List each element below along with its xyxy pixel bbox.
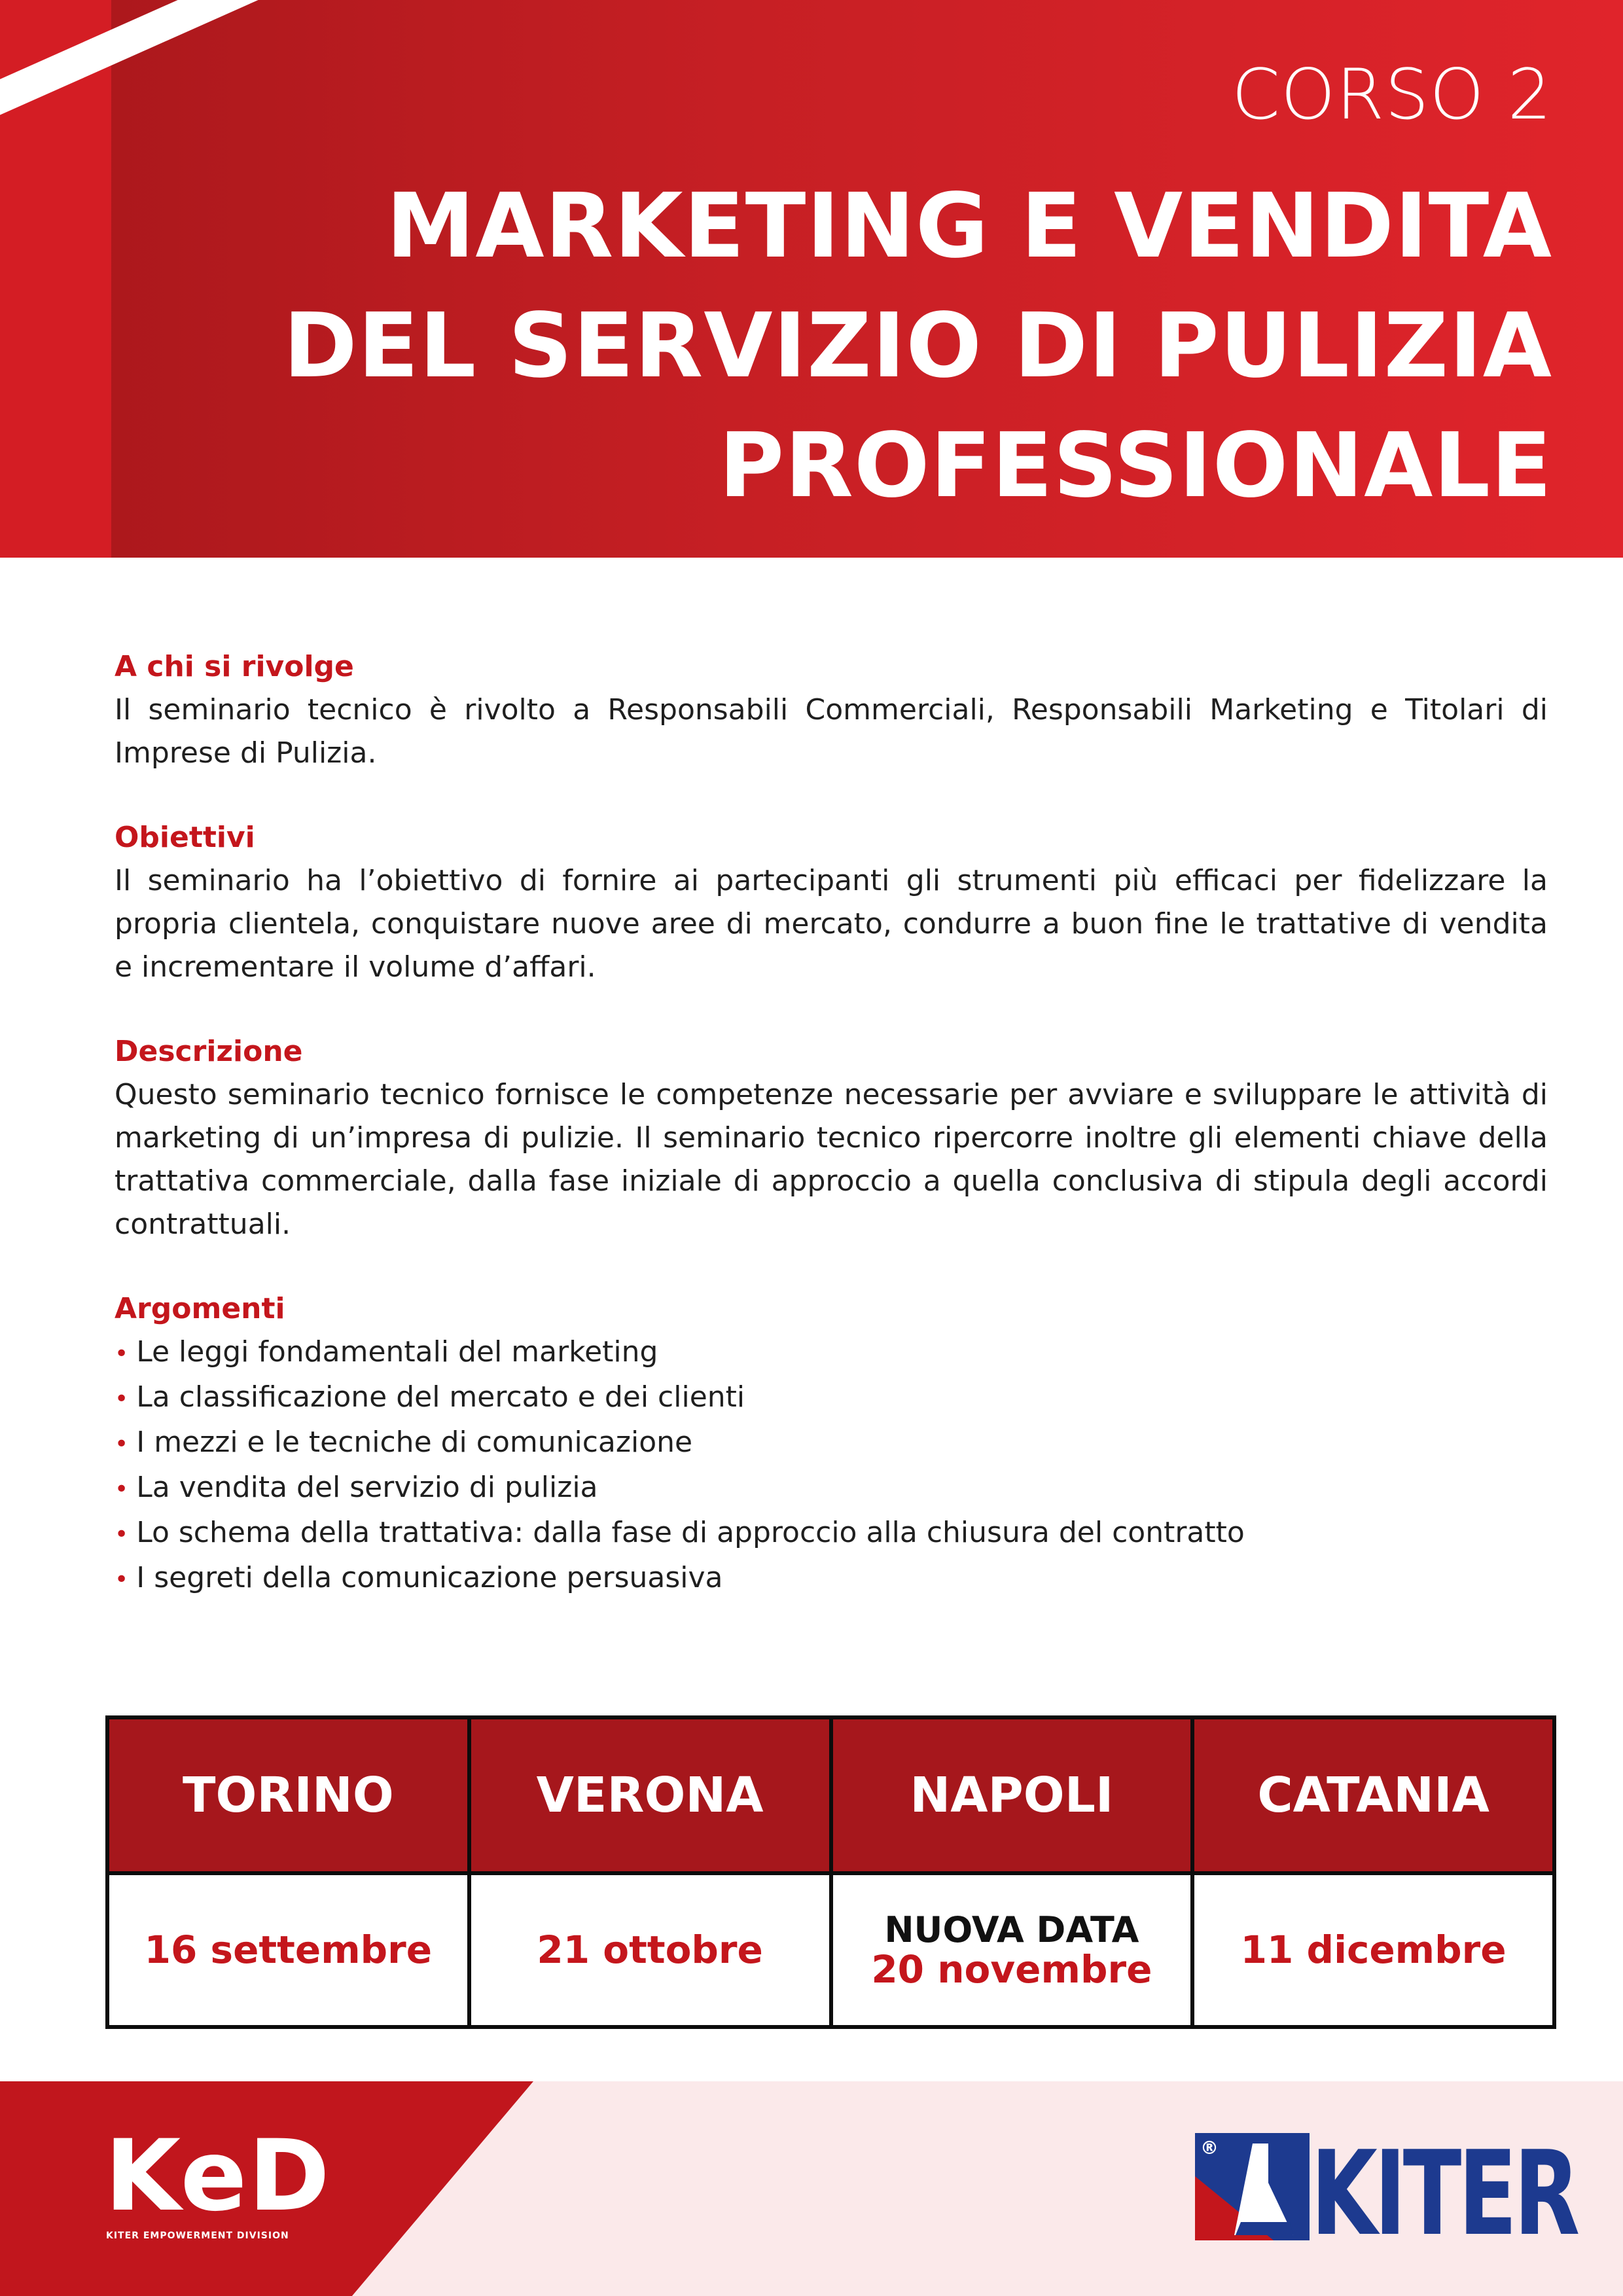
kiter-wordmark: KITER (1311, 2126, 1577, 2261)
topic-text: I mezzi e le tecniche di comunicazione (136, 1426, 693, 1459)
list-item (115, 1556, 1548, 1602)
kiter-flask-icon (1195, 2130, 1310, 2243)
date-verona: 21 ottobre (469, 1873, 831, 2028)
course-label: CORSO 2 (1232, 54, 1552, 135)
bullet-icon: • (115, 1431, 129, 1458)
list-item (115, 1421, 1548, 1466)
section-text-goals: Il seminario ha l’obiettivo di fornire ai partecipanti gli strumenti più efficaci per fidelizzare la propria clientela, conquistare nuove aree di mercato, condurre a buon fine le trattative di vendita e incrementare il volume d’affari. (115, 864, 1548, 984)
date-napoli: 20 novembre (871, 1947, 1152, 1992)
bullet-icon: • (115, 1566, 129, 1593)
bullet-icon: • (115, 1340, 129, 1367)
topic-text: La vendita del servizio di pulizia (136, 1471, 598, 1504)
registered-mark: ® (1200, 2137, 1219, 2159)
city-torino: TORINO (107, 1717, 469, 1873)
list-item (115, 1331, 1548, 1376)
date-catania: 11 dicembre (1192, 1873, 1554, 2028)
topic-text: Lo schema della trattativa: dalla fase di approccio alla chiusura del contratto (136, 1516, 1245, 1549)
list-item (115, 1376, 1548, 1421)
city-napoli: NAPOLI (831, 1717, 1193, 1873)
course-title-line-2: DEL SERVIZIO DI PULIZIA (283, 295, 1552, 398)
city-catania: CATANIA (1192, 1717, 1554, 1873)
list-item (115, 1466, 1548, 1511)
course-title (80, 167, 1552, 526)
bullet-icon: • (115, 1521, 129, 1548)
list-item (115, 1511, 1548, 1556)
date-torino: 16 settembre (107, 1873, 469, 2028)
bullet-icon: • (115, 1476, 129, 1503)
topic-text: Le leggi fondamentali del marketing (136, 1335, 658, 1369)
kiter-logo (1195, 2126, 1623, 2261)
ked-logo-subtitle: KITER EMPOWERMENT DIVISION (106, 2231, 289, 2241)
ked-logo: KeD (105, 2119, 331, 2233)
bullet-icon: • (115, 1386, 129, 1412)
schedule-table (105, 1715, 1556, 2029)
table-row-cities (107, 1717, 1554, 1873)
section-heading-goals: Obiettivi (115, 821, 255, 854)
topic-text: I segreti della comunicazione persuasiva (136, 1561, 723, 1594)
header-banner (0, 0, 1623, 558)
section-heading-topics: Argomenti (115, 1292, 285, 1325)
topic-text: La classificazione del mercato e dei clienti (136, 1380, 745, 1414)
section-goals (115, 816, 1548, 989)
section-heading-audience: A chi si rivolge (115, 650, 354, 683)
section-text-audience: Il seminario tecnico è rivolto a Responsabili Commerciali, Responsabili Marketing e Titolari di Imprese di Pulizia. (115, 693, 1548, 770)
new-date-note: NUOVA DATA (884, 1909, 1139, 1951)
course-title-line-3: PROFESSIONALE (719, 414, 1552, 518)
section-text-description: Questo seminario tecnico fornisce le competenze necessarie per avviare e sviluppare le attività di marketing di un’impresa di pulizie. Il seminario tecnico ripercorre inoltre gli elementi chiave della trattativa commerciale, dalla fase iniziale di approccio a quella conclusiva di stipula degli accordi contrattuali. (115, 1078, 1548, 1241)
course-title-line-1: MARKETING E VENDITA (386, 175, 1552, 278)
date-cell-napoli (831, 1873, 1193, 2028)
course-description (115, 645, 1548, 1643)
section-heading-description: Descrizione (115, 1035, 303, 1068)
section-audience (115, 645, 1548, 775)
topic-list (115, 1331, 1548, 1602)
section-description (115, 1030, 1548, 1246)
city-verona: VERONA (469, 1717, 831, 1873)
section-topics (115, 1287, 1548, 1602)
table-row-dates (107, 1873, 1554, 2028)
